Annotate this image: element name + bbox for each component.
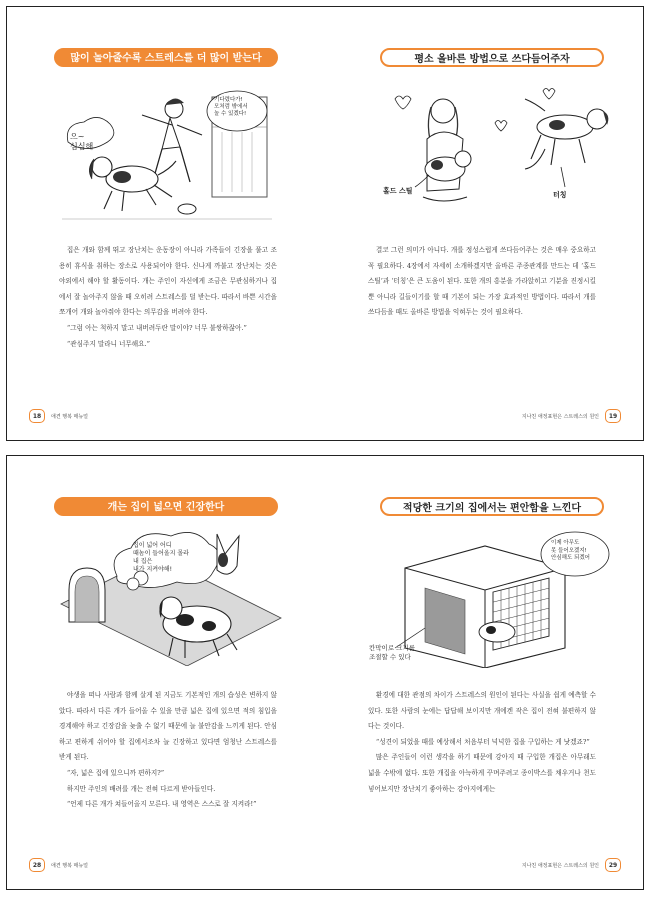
paragraph-quote: “언제 다른 개가 쳐들어올지 모른다. 내 영역은 스스로 잘 지켜라!” (66, 800, 257, 809)
paragraph-quote: “성견이 되었을 때를 예상해서 처음부터 넉넉한 집을 구입하는 게 낫겠죠?” (375, 737, 590, 746)
running-title: 지나친 애정표현은 스트레스의 원인 (521, 862, 599, 869)
page-heading: 많이 놀아줄수록 스트레스를 더 많이 받는다 (54, 48, 278, 67)
paragraph-quote: “관심주지 말라니 너무해요.” (66, 339, 151, 348)
label-hold-still: 홀드 스틸 (383, 187, 413, 195)
paragraph-quote: “그럼 아는 척하지 말고 내버려두란 말이야? 너무 불쌍하잖아.” (66, 323, 247, 332)
illustration-dog-playing (62, 87, 272, 227)
paragraph-quote: “자, 넓은 집에 있으니까 편하지?” (66, 768, 165, 777)
paragraph: 야생을 떠나 사람과 함께 살게 된 지금도 기본적인 개의 습성은 변하지 않았다. 따라서 다른 개가 들어올 수 있을 만큼 넓은 집에 있으면 적의 침입을 경계해야 하고 긴장감을 늦출 수 없기 때문에 늘 불안감을 느끼게 된다. 안심하고 편하게 쉬어야 할 집에서조차 늘 긴장하고 있다면 엄청난 스트레스를 받게 된다. (59, 691, 277, 762)
page-28 (7, 456, 325, 889)
speech-bubble-relieved: 이제 아무도 못 들어오겠지! 안심해도 되겠어 (551, 540, 590, 561)
page-number: 29 (605, 858, 621, 872)
label-partition: 칸막이로 크기를 조절할 수 있다 (369, 644, 416, 661)
paragraph: 집은 개와 함께 뛰고 장난치는 운동장이 아니라 가족들이 긴장을 풀고 조용히 휴식을 취하는 장소로 사용되어야 한다. 신나게 까불고 장난치는 것은 야외에서 해야 할 활동이다. 개는 주인이 자신에게 조금은 무관심하거나 집에서 잘 놀아주지 않을 때 오히려 스트레스를 덜 받는다. 따라서 바쁜 시간을 쪼개어 개와 놀아줘야 한다는 의무감을 버려야 한다. (59, 246, 277, 317)
page-number: 19 (605, 409, 621, 423)
page-heading: 평소 올바른 방법으로 쓰다듬어주자 (380, 48, 604, 67)
page-19 (325, 7, 643, 440)
running-title: 애견 행복 매뉴얼 (51, 862, 88, 869)
page-footer (29, 409, 88, 423)
page-heading: 개는 집이 넓으면 긴장한다 (54, 497, 278, 516)
book-spread-bottom (6, 455, 644, 890)
page-heading: 적당한 크기의 집에서는 편안함을 느낀다 (380, 497, 604, 516)
page-footer (29, 858, 88, 872)
illustration-dog-big-house (47, 526, 287, 666)
thought-bubble-dog: 집이 넓어 어디 때놈이 들어올지 몰라 내 집은 내가 지켜야해! (133, 542, 189, 573)
book-spread-top (6, 6, 644, 441)
running-title: 지나친 애정표현은 스트레스의 원인 (521, 413, 599, 420)
paragraph: 환경에 대한 관점의 차이가 스트레스의 원인이 된다는 사실을 쉽게 예측할 수 있다. 또한 사람의 눈에는 답답해 보이지만 개에겐 작은 집이 전혀 불편하지 않다는 것이다. (368, 691, 596, 731)
illustration-dog-crate (365, 528, 615, 668)
page-number: 18 (29, 409, 45, 423)
paragraph: 하지만 주인의 배려를 개는 전혀 다르게 받아들인다. (66, 784, 216, 793)
running-title: 애견 행복 매뉴얼 (51, 413, 88, 420)
page-29 (325, 456, 643, 889)
body-text (368, 688, 596, 797)
page-footer (522, 409, 621, 423)
body-text (59, 688, 277, 813)
body-text (368, 243, 596, 321)
paragraph: 많은 주인들이 이런 생각을 하기 때문에 강아지 때 구입한 개집은 아무래도 넓을 수밖에 없다. 또한 개집을 아늑하게 꾸며주려고 종이박스를 채우거나 천도 넣어보지만 장난치기 좋아하는 강아지에게는 (368, 753, 596, 793)
speech-bubble-bored: 으~ 심심해 (70, 132, 94, 151)
page-number: 28 (29, 858, 45, 872)
body-text (59, 243, 277, 352)
speech-bubble-excited: 기다렸다가! 모처럼 밖에서 놀 수 있겠다! (214, 97, 248, 117)
page-18 (7, 7, 325, 440)
page-footer (522, 858, 621, 872)
illustration-petting-dogs (375, 79, 615, 209)
paragraph: 결코 그런 의미가 아니다. 개를 정성스럽게 쓰다듬어주는 것은 매우 중요하고 꼭 필요하다. 4장에서 자세히 소개하겠지만 올바른 주종관계를 만드는 데 ‘홀드 스틸’과 ‘터칭’은 큰 도움이 된다. 또한 개의 흥분을 가라앉히고 기분을 진정시킬 뿐 아니라 길들이기를 할 때 기본이 되는 가장 효과적인 방법이다. 따라서 개를 쓰다듬을 때도 올바른 방법을 익혀두는 것이 필요하다. (368, 246, 596, 317)
label-touching: 터칭 (553, 191, 567, 199)
